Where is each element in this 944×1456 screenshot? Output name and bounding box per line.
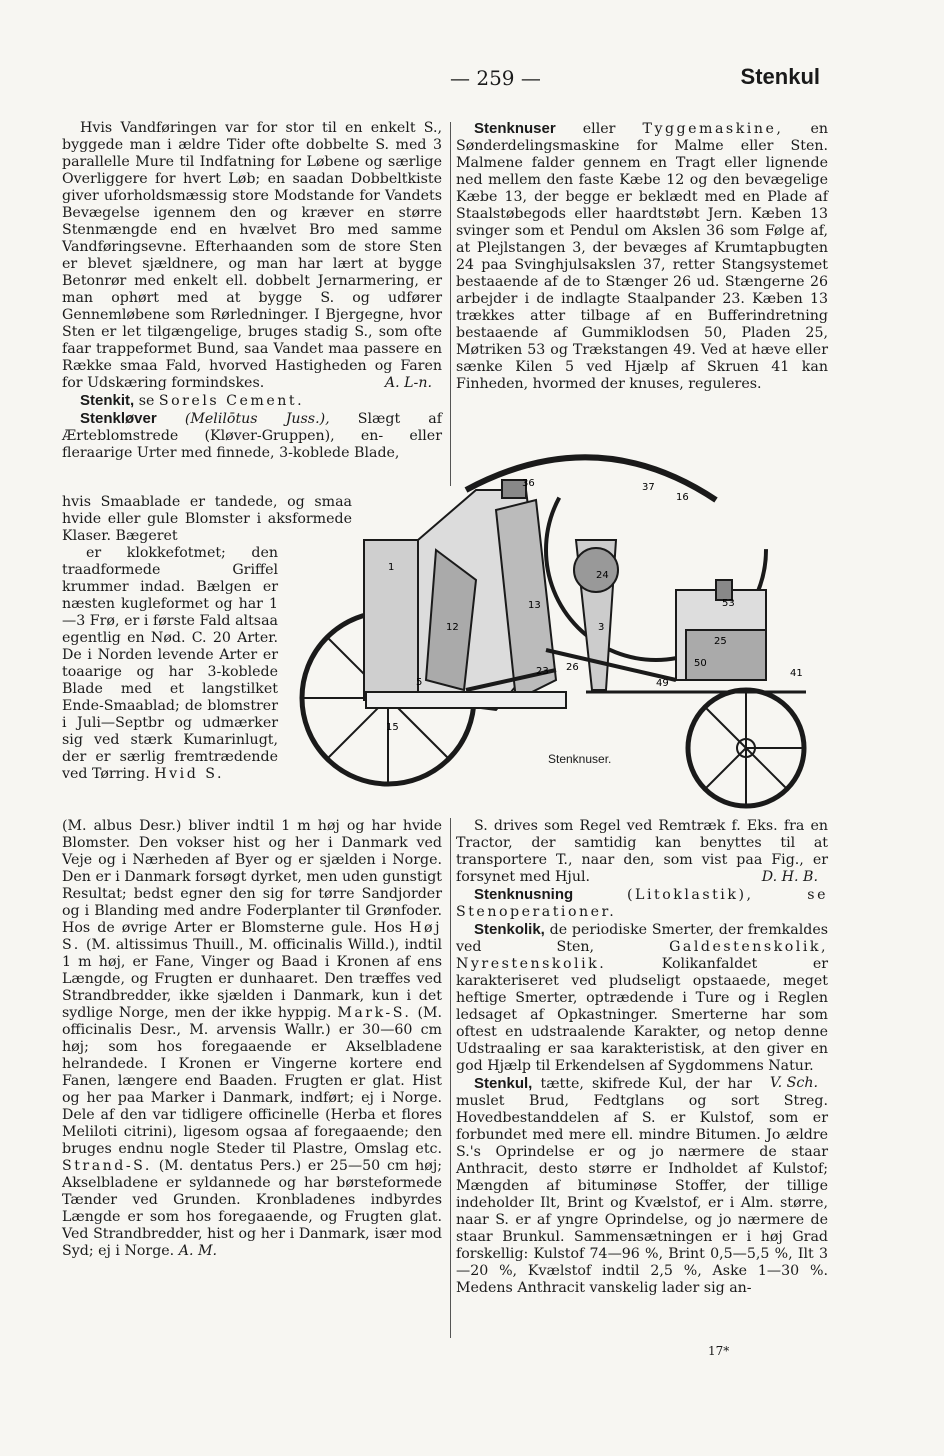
figure-caption: Stenknuser.	[548, 752, 612, 766]
headword-stenkolik: Stenkolik,	[474, 921, 545, 938]
figure-part-label: 5	[416, 677, 423, 688]
headword-stenklover: Stenkløver	[80, 410, 157, 427]
figure-part-label: 53	[722, 598, 735, 609]
figure-part-label: 36	[522, 478, 535, 489]
figure-part-label: 16	[676, 492, 689, 503]
entry-stenkolik: Stenkolik, de periodiske Smerter, der fremkaldes ved Sten, Galdestenskolik, Nyrestenskolik. Kolikanfaldet er karakteriseret ved pludseligt opstaaede, meget heftige Smerter, optrædende i Ture og i Reglen ledsaget af Opkastninger. Smerterne har som oftest en udstraalende Karakter, og netop denne Udstraaling er saa karakteristisk, at den giver en god Hjælp til Erkendelsen af Sygdommens Natur. V. Sch.	[456, 921, 828, 1091]
entry-stenkit: Stenkit, se Sorels Cement.	[80, 392, 305, 409]
headword-stenkit: Stenkit,	[80, 392, 135, 409]
paragraph-drive: S. drives som Regel ved Remtræk f. Eks. fra en Tractor, der samtidig kan benyttes til at transportere T., naar den, som vist paa Fig., er forsynet med Hjul. D. H. B.	[456, 818, 828, 885]
left-column-lower: (M. albus Desr.) bliver indtil 1 m høj og har hvide Blomster. Den vokser hist og her i Danmark ved Veje og i Nærheden af Byer og er sjælden i Norge. Den er i Danmark forsøgt dyrket, men uden gunstigt Resultat; bedst egner den sig for tørre Sandjorder og i Blanding med andre Foderplanter til Grønfoder. Hos de øvrige Arter er Blomsterne gule. Hos Høj S. (M. altissimus Thuill., M. officinalis Willd.), indtil 1 m høj, er Fane, Vinger og Baad i Kronen af ens Længde, og Frugten er dunhaaret. Den træffes ved Strandbredder, ikke sjælden i Danmark, kun i det sydlige Norge, men der ikke hyppig. Mark-S. (M. officinalis Desr., M. arvensis Wallr.) er 30—60 cm høj; som hos foregaaende er Akselbladene helrandede. I Kronen er Vingerne kortere end Fanen, længere end Baaden. Frugten er glat. Hist og her paa Marker i Danmark, indført; ej i Norge. Dele af den var tidligere officinelle (Herba et flores Meliloti citrini), ligesom ogsaa af foregaaende; den bruges endnu nogle Steder til Plastre, Omslag etc. Strand-S. (M. dentatus Pers.) er 25—50 cm høj; Akselbladene er syldannede og har børsteformede Tænder ved Grunden. Kronbladenes indbyrdes Længde er som hos foregaaende, og Frugten glat. Ved Strandbredder, hist og her i Danmark, især mod Syd; ej i Norge. A. M.	[62, 818, 443, 1259]
left-narrow-block-1: hvis Smaablade er tandede, og smaa hvide eller gule Blomster i aksformede Klaser. Bægeret	[62, 494, 352, 544]
headword-stenknuser: Stenknuser	[474, 120, 556, 137]
figure-part-label: 12	[446, 622, 459, 633]
right-column-lower	[456, 818, 828, 1297]
figure-part-label: 23	[536, 666, 549, 677]
page-header	[60, 64, 820, 100]
page-number: — 259 —	[450, 66, 541, 90]
figure-part-label: 41	[790, 668, 803, 679]
right-column-top	[456, 120, 828, 393]
figure-part-label: 15	[386, 722, 399, 733]
paragraph-stentrappe: Hvis Vandføringen var for stor til en enkelt S., byggede man i ældre Tider ofte dobbelte S. med 3 parallelle Mure til Indfatning for Løbene og særlige Overliggere for hvert Løb; en saadan Dobbeltkiste giver uforholdsmæssig store Modstande for Vandets Bevægelse igennem den og kræver en større Stenmængde end en hvælvet Bro med samme Vandføringsevne. Efterhaanden som de store Sten er blevet sjældnere, og man har lært at bygge Betonrør med enkelt ell. dobbelt Jernarmering, er man ophørt med at bygge S. og udfører Gennemløbene som Rørledninger. I Bjergegne, hvor Sten er let tilgængelige, bruges stadig S., som ofte faar trappeformet Bund, saa Vandet maa passere en Række smaa Fald, hvorved Hastigheden og Faren for Udskæring formindskes. A. L-n.	[62, 120, 442, 391]
headword-stenknusning: Stenknusning	[474, 886, 574, 903]
figure-part-label: 26	[566, 662, 579, 673]
signature-mark: 17*	[708, 1344, 730, 1358]
entry-stenknusning: Stenknusning (Litoklastik), se Stenoperationer.	[456, 886, 828, 920]
entry-stenknuser: Stenknuser eller Tyggemaskine, en Sønderdelingsmaskine for Malme eller Sten. Malmene falder gennem en Tragt eller lignende ned mellem den faste Kæbe 12 og den bevægelige Kæbe 13, der begge er beklædt med en Plade af Staalstøbegods eller haardtstøbt Jern. Kæben 13 svinger som et Pendul om Akslen 36 som Følge af, at Plejlstangen 3, der bevæges af Krumtapbugten 24 paa Svinghjulsakslen 37, retter Stangsystemet bestaaende af de to Stænger 26 ud. Stængerne 26 arbejder i de indlagte Staalpander 23. Kæben 13 trækkes atter tilbage af en Bufferindretning bestaaende af Gummiklodsen 50, Pladen 25, Møtriken 53 og Trækstangen 49. Ved at hæve eller sænke Kilen 5 ved Hjælp af Skruen 41 kan Finheden, hvormed der knuses, reguleres.	[456, 120, 829, 392]
column-divider-bottom	[450, 818, 451, 1338]
left-narrow-block-2: er klokkefotmet; den traadformede Griffel krummer indad. Bælgen er næsten kugleformet og har 1—3 Frø, er i første Fald altsaa egentlig en Nød. C. 20 Arter. De i Norden levende Arter er toaarige og har 3-koblede Blade med et langstilket Ende-Smaablad; de blomstrer i Juli—Septbr og udmærker sig ved stærk Kumarinlugt, der er særlig fremtrædende ved Tørring. Hvid S.	[62, 545, 278, 782]
figure-part-label: 3	[598, 622, 605, 633]
running-head: Stenkul	[740, 64, 820, 89]
left-column	[62, 120, 442, 462]
signature: A. L-n.	[384, 375, 432, 391]
figure-part-label: 25	[714, 636, 727, 647]
figure-part-label: 50	[694, 658, 707, 669]
figure-part-label: 13	[528, 600, 541, 611]
figure-part-label: 49	[656, 678, 669, 689]
signature: V. Sch.	[769, 1075, 818, 1091]
entry-stenkul: Stenkul, tætte, skifrede Kul, der har muslet Brud, Fedtglans og sort Streg. Hovedbestanddelen af S. er Kulstof, som er forbundet med mere ell. mindre Bitumen. Jo ældre S.'s Oprindelse er og jo nærmere de staar Anthracit, desto større er Indholdet af Kulstof; Mængden af bituminøse Stoffer, der tillige indeholder Ilt, Brint og Kvælstof, er i Alm. større, naar S. er af yngre Oprindelse, og jo nærmere de staar Brunkul. Sammensætningen er i høj Grad forskellig: Kulstof 74—96 %, Brint 0,5—5,5 %, Ilt 3—20 %, Kvælstof indtil 2,5 %, Aske 1—30 %. Medens Anthracit vanskelig lader sig an-	[456, 1075, 828, 1296]
figure-part-label: 1	[388, 562, 395, 573]
entry-stenklover: Stenkløver (Melilōtus Juss.), Slægt af Ærteblomstrede (Kløver-Gruppen), en- eller flerаarige Urter med finnede, 3-koblede Blade,	[62, 410, 443, 461]
figure-part-label: 37	[642, 482, 655, 493]
signature: D. H. B.	[761, 869, 818, 885]
headword-stenkul: Stenkul,	[474, 1075, 533, 1092]
figure-part-label: 24	[596, 570, 609, 581]
